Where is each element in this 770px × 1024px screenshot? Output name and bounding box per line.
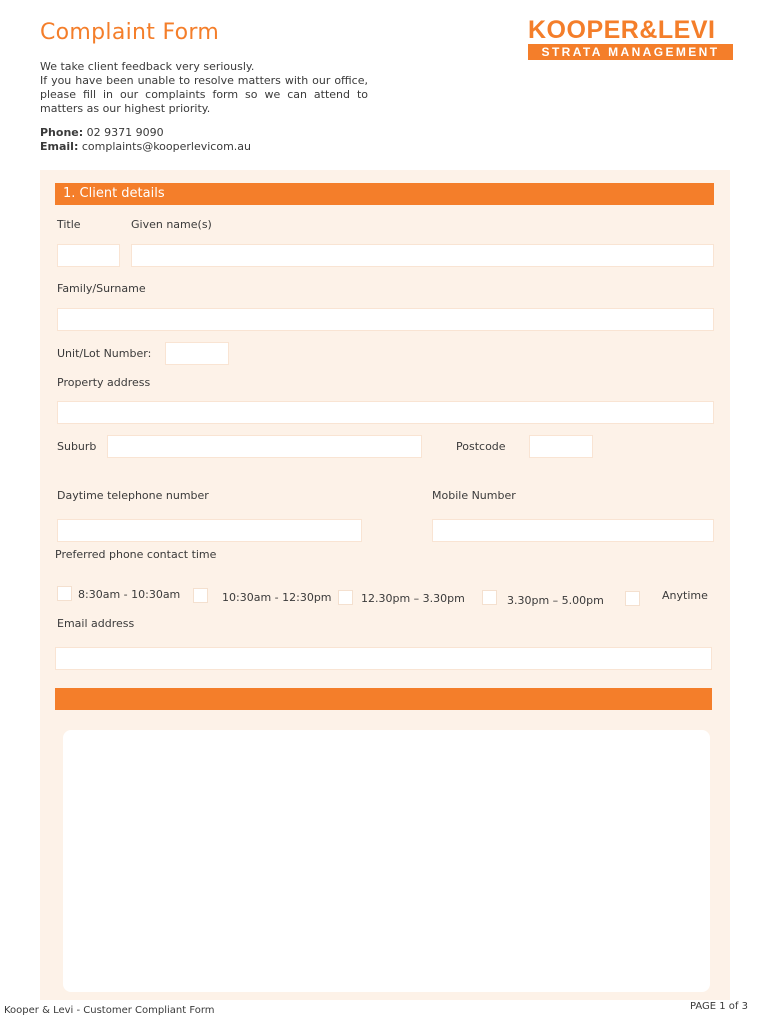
postcode-field[interactable] xyxy=(529,435,593,458)
logo-tagline: STRATA MANAGEMENT xyxy=(528,44,733,60)
intro-line-2: If you have been unable to resolve matters with our office, please fill in our complaints form so we can attend to matters as our highest priority. xyxy=(40,74,368,115)
contact-info xyxy=(40,126,251,154)
email-value: complaints@kooperlevicom.au xyxy=(81,140,251,153)
title-field[interactable] xyxy=(57,244,120,267)
given-name-label: Given name(s) xyxy=(131,218,212,231)
footer-title: Kooper & Levi - Customer Compliant Form xyxy=(4,1005,215,1016)
page-title: Complaint Form xyxy=(40,20,220,45)
title-label: Title xyxy=(57,218,81,231)
complaint-details-textarea[interactable] xyxy=(63,730,710,992)
section-2-header xyxy=(55,688,712,710)
logo-name: KOOPER&LEVI xyxy=(528,16,716,44)
given-name-field[interactable] xyxy=(131,244,714,267)
email-label: Email: xyxy=(40,140,79,153)
suburb-label: Suburb xyxy=(57,440,97,453)
section-1-header: 1. Client details xyxy=(55,183,714,205)
time-option-3: 12.30pm – 3.30pm xyxy=(361,592,465,605)
daytime-phone-field[interactable] xyxy=(57,519,362,542)
contact-time-label: Preferred phone contact time xyxy=(55,548,217,561)
property-label: Property address xyxy=(57,376,151,389)
property-field[interactable] xyxy=(57,401,714,424)
intro-text xyxy=(40,60,368,116)
time-option-4: 3.30pm – 5.00pm xyxy=(507,594,604,607)
email-address-field[interactable] xyxy=(55,647,712,670)
time-option-5: Anytime xyxy=(662,589,708,602)
time-option-1: 8:30am - 10:30am xyxy=(78,588,181,601)
unit-field[interactable] xyxy=(165,342,229,365)
daytime-phone-label: Daytime telephone number xyxy=(57,489,209,502)
time-checkbox-3[interactable] xyxy=(338,590,353,605)
unit-label: Unit/Lot Number: xyxy=(57,347,152,360)
time-option-2: 10:30am - 12:30pm xyxy=(222,591,332,604)
page-number: PAGE 1 of 3 xyxy=(689,1001,748,1012)
company-logo xyxy=(528,17,733,60)
time-checkbox-2[interactable] xyxy=(193,588,208,603)
suburb-field[interactable] xyxy=(107,435,422,458)
phone-label: Phone: xyxy=(40,126,84,139)
surname-field[interactable] xyxy=(57,308,714,331)
email-address-label: Email address xyxy=(57,617,135,630)
time-checkbox-4[interactable] xyxy=(482,590,497,605)
surname-label: Family/Surname xyxy=(57,282,146,295)
postcode-label: Postcode xyxy=(456,440,506,453)
phone-value: 02 9371 9090 xyxy=(86,126,164,139)
intro-line-1: We take client feedback very seriously. xyxy=(40,60,255,73)
time-checkbox-5[interactable] xyxy=(625,591,640,606)
mobile-label: Mobile Number xyxy=(432,489,516,502)
time-checkbox-1[interactable] xyxy=(57,586,72,601)
mobile-field[interactable] xyxy=(432,519,714,542)
